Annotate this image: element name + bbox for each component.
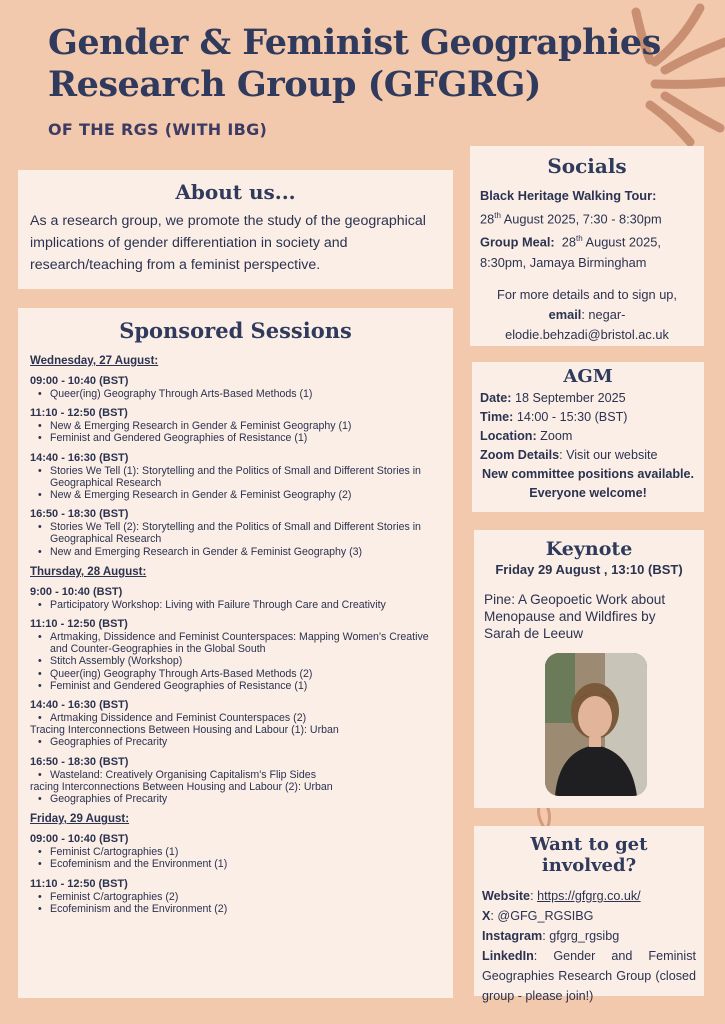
session-slot xyxy=(30,878,441,915)
meal-label: Group Meal: xyxy=(480,234,555,250)
session-slot xyxy=(30,407,441,444)
sessions-card xyxy=(18,308,453,998)
slot-time: 11:10 - 12:50 (BST) xyxy=(30,877,128,890)
x-label: X xyxy=(482,909,491,923)
session-item: • Ecofeminism and the Environment (2) xyxy=(30,903,441,915)
session-list xyxy=(30,769,441,806)
socials-heading: Socials xyxy=(547,154,627,178)
session-list xyxy=(30,599,441,611)
session-list xyxy=(30,846,441,870)
walk-sup: th xyxy=(494,211,501,220)
about-card xyxy=(18,170,453,289)
session-item: • Participatory Workshop: Living with Failure Through Care and Creativity xyxy=(30,599,441,611)
session-item: • Stories We Tell (2): Storytelling and the Politics of Small and Different Stories in Geographical Research xyxy=(30,521,441,545)
session-item: • Feminist C/artographies (2) xyxy=(30,891,441,903)
involved-card xyxy=(474,826,704,1003)
slot-time: 16:50 - 18:30 (BST) xyxy=(30,755,129,768)
meal-info xyxy=(480,229,694,272)
agm-zoom-label: Zoom Details xyxy=(480,448,560,462)
slot-time: 09:00 - 10:40 (BST) xyxy=(30,375,129,387)
slot-time: 14:40 - 16:30 (BST) xyxy=(30,451,129,464)
walk-label: Black Heritage Walking Tour: xyxy=(480,188,657,203)
agm-time-label: Time: xyxy=(480,410,514,424)
session-list xyxy=(30,712,441,749)
day-heading: Wednesday, 27 August: xyxy=(30,355,159,367)
session-item: • Wasteland: Creatively Organising Capitalism's Flip Sides xyxy=(30,769,441,781)
agm-time xyxy=(480,408,696,427)
page-subtitle: OF THE RGS (WITH IBG) xyxy=(48,120,268,139)
socials-more xyxy=(480,285,694,345)
day-heading: Thursday, 28 August: xyxy=(30,565,147,578)
keynote-card xyxy=(474,530,704,808)
agm-date-value: 18 September 2025 xyxy=(511,391,626,405)
agm-card xyxy=(472,362,704,512)
slot-time: 16:50 - 18:30 (BST) xyxy=(30,508,129,521)
slot-time: 9:00 - 10:40 (BST) xyxy=(30,585,123,598)
agm-zoom xyxy=(480,446,696,465)
session-item: • Feminist C/artographies (1) xyxy=(30,846,441,858)
session-list xyxy=(30,388,441,400)
agm-date-label: Date: xyxy=(480,391,512,405)
slot-time: 14:40 - 16:30 (BST) xyxy=(30,699,129,712)
slot-time: 11:10 - 12:50 (BST) xyxy=(30,618,128,631)
email-address[interactable]: : negar-elodie.behzadi@bristol.ac.uk xyxy=(505,306,669,342)
session-item: • Artmaking Dissidence and Feminist Counterspaces (2) xyxy=(30,712,441,724)
session-item: • Feminist and Gendered Geographies of Resistance (1) xyxy=(30,680,441,692)
session-item: • Artmaking, Dissidence and Feminist Counterspaces: Mapping Women's Creative and Counter-Geographies in the Global South xyxy=(30,631,441,655)
agm-heading: AGM xyxy=(563,366,613,387)
meal-day: 28 xyxy=(561,234,577,250)
session-item: racing Interconnections Between Housing and Labour (2): Urban xyxy=(30,780,333,793)
agm-location-value: Zoom xyxy=(536,429,573,443)
slot-time: 11:10 - 12:50 (BST) xyxy=(30,407,128,420)
session-item: Tracing Interconnections Between Housing and Labour (1): Urban xyxy=(30,724,339,737)
instagram-handle: : gfgrg_rgsibg xyxy=(542,929,620,943)
session-slot xyxy=(30,508,441,558)
keynote-talk: Pine: A Geopoetic Work about Menopause and Wildfires by Sarah de Leeuw xyxy=(484,592,666,641)
about-heading: About us... xyxy=(175,180,296,204)
website-label: Website xyxy=(482,889,531,903)
agm-time-value: 14:00 - 15:30 (BST) xyxy=(513,410,628,424)
day-heading: Friday, 29 August: xyxy=(30,813,130,826)
sessions-heading: Sponsored Sessions xyxy=(119,318,352,343)
linkedin-label: LinkedIn xyxy=(482,949,534,963)
speaker-photo xyxy=(545,653,647,796)
about-text: As a research group, we promote the study of the geographical implications of gender differentiation in society and research/teaching from a feminist perspective. xyxy=(30,213,426,273)
session-slot xyxy=(30,699,441,749)
session-slot xyxy=(30,833,441,870)
involved-x xyxy=(482,906,696,926)
session-list xyxy=(30,420,441,444)
session-slot xyxy=(30,452,441,502)
keynote-date: Friday 29 August , 13:10 (BST) xyxy=(495,562,683,577)
walk-details: August 2025, 7:30 - 8:30pm xyxy=(500,211,662,227)
session-list xyxy=(30,465,441,502)
session-item: • Ecofeminism and the Environment (1) xyxy=(30,858,441,870)
agm-note: New committee positions available. Everyone welcome! xyxy=(481,467,695,500)
walk-info xyxy=(480,186,694,229)
session-list xyxy=(30,631,441,692)
speaker-portrait-icon xyxy=(545,653,647,796)
session-item: • New and Emerging Research in Gender & Feminist Geography (3) xyxy=(30,546,441,558)
meal-details: August 2025, 8:30pm, Jamaya Birmingham xyxy=(480,234,661,270)
meal-sup: th xyxy=(576,234,583,244)
sessions-list xyxy=(30,355,441,915)
involved-instagram xyxy=(482,926,696,946)
agm-location-label: Location: xyxy=(480,429,537,443)
session-item: • Geographies of Precarity xyxy=(30,793,441,805)
involved-heading: Want to get involved? xyxy=(530,834,648,876)
session-item: • Feminist and Gendered Geographies of Resistance (1) xyxy=(30,432,441,444)
session-item: • Stories We Tell (1): Storytelling and the Politics of Small and Different Stories in Geographical Research xyxy=(30,465,441,489)
agm-location xyxy=(480,427,696,446)
agm-date xyxy=(480,389,696,408)
session-item: • Stitch Assembly (Workshop) xyxy=(30,655,441,667)
more-text: For more details and to sign up, xyxy=(497,286,677,302)
session-list xyxy=(30,891,441,915)
linkedin-text: : Gender and Feminist Geographies Research Group (closed group - please join!) xyxy=(482,949,696,1003)
session-item: • New & Emerging Research in Gender & Feminist Geography (2) xyxy=(30,489,441,501)
session-item: • Queer(ing) Geography Through Arts-Based Methods (2) xyxy=(30,668,441,680)
session-slot xyxy=(30,375,441,400)
agm-zoom-value: : Visit our website xyxy=(559,448,658,462)
session-slot xyxy=(30,756,441,806)
email-label: email xyxy=(548,306,582,322)
walk-day: 28 xyxy=(480,211,495,227)
session-item: • Geographies of Precarity xyxy=(30,736,441,748)
keynote-heading: Keynote xyxy=(545,538,633,560)
instagram-label: Instagram xyxy=(482,929,543,943)
session-slot xyxy=(30,586,441,611)
involved-website: Website: https://gfgrg.co.uk/ xyxy=(482,889,641,903)
session-slot xyxy=(30,618,441,692)
x-handle: : @GFG_RGSIBG xyxy=(490,909,594,923)
involved-linkedin xyxy=(482,946,696,1006)
session-list xyxy=(30,521,441,558)
website-link[interactable]: https://gfgrg.co.uk/ xyxy=(537,889,641,903)
page-title: Gender & Feminist Geographies Research Group (GFGRG) xyxy=(48,22,661,105)
slot-time: 09:00 - 10:40 (BST) xyxy=(30,833,129,846)
session-item: • Queer(ing) Geography Through Arts-Based Methods (1) xyxy=(30,388,441,400)
session-item: • New & Emerging Research in Gender & Feminist Geography (1) xyxy=(30,420,441,432)
socials-card xyxy=(470,146,704,346)
